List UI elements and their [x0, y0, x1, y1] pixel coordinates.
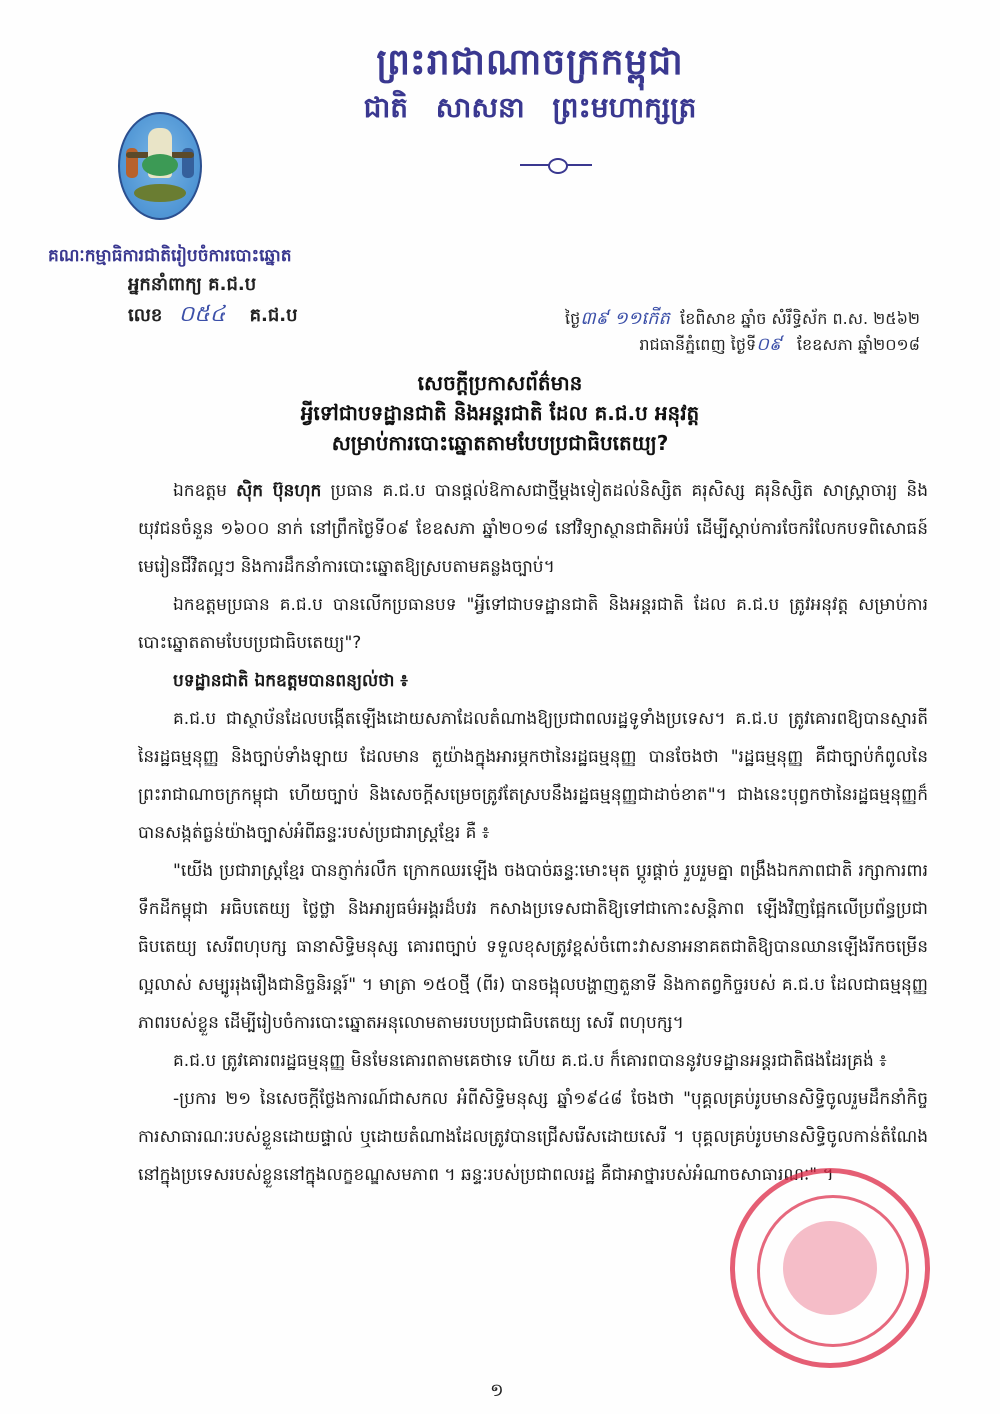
subheading-national-standards: បទដ្ឋានជាតិ ឯកឧត្តមបានពន្យល់ថា ៖ — [173, 671, 408, 691]
organization-name: គណៈកម្មាធិការជាតិរៀបចំការបោះឆ្នោត — [48, 246, 292, 266]
emblem-cloth — [142, 154, 178, 176]
document-body — [138, 472, 928, 1194]
official-red-seal — [730, 1168, 930, 1368]
lunar-date-handwritten: ៣៩ ១១កើត — [580, 308, 670, 329]
seal-emblem — [783, 1221, 877, 1315]
paragraph-1: ឯកឧត្តម ស៊ិក ប៊ុនហុក ប្រធាន គ.ជ.ប បានផ្តល់ឱកាសជាថ្មីម្តងទៀតដល់និស្សិត គរុសិស្ស គរុនិស្សិត សាស្ត្រាចារ្យ និងយុវជនចំនួន ១៦០០ នាក់ នៅព្រឹកថ្ងៃទី០៩ ខែឧសភា ឆ្នាំ២០១៨ នៅវិទ្យាស្ថានជាតិអប់រំ ដើម្បីស្តាប់ការចែករំលែកបទពិសោធន៍ មេរៀនជីវិតល្អៗ និងការដឹកនាំការបោះឆ្នោតឱ្យស្របតាមគន្លងច្បាប់។ — [138, 481, 929, 577]
page-number: ១ — [490, 1380, 504, 1401]
document-title — [150, 368, 850, 458]
solar-date: រាជធានីភ្នំពេញ ថ្ងៃទី០៩ ខែឧសភា ឆ្នាំ២០១៨ — [639, 334, 920, 355]
kingdom-name: ព្រះរាជាណាចក្រកម្ពុជា — [376, 42, 684, 83]
emblem-turtle — [134, 184, 186, 202]
date-block — [490, 306, 920, 358]
office-name: អ្នកនាំពាក្យ គ.ជ.ប — [128, 274, 257, 295]
title-line-2: អ្វីទៅជាបទដ្ឋានជាតិ និងអន្តរជាតិ ដែល គ.ជ.ប អនុវត្ត — [300, 401, 700, 425]
reference-number — [128, 300, 298, 332]
president-name: ស៊ិក ប៊ុនហុក — [236, 481, 322, 501]
nec-emblem-logo — [118, 112, 202, 220]
ref-suffix: គ.ជ.ប — [249, 305, 298, 326]
paragraph-2: ឯកឧត្តមប្រធាន គ.ជ.ប បានលើកប្រធានបទ "អ្វីទៅជាបទដ្ឋានជាតិ និងអន្តរជាតិ ដែល គ.ជ.ប ត្រូវអនុវត្ត សម្រាប់ការបោះឆ្នោតតាមបែបប្រជាធិបតេយ្យ"? — [138, 595, 928, 653]
paragraph-6-article21: -ប្រការ ២១ នៃសេចក្តីថ្លែងការណ៍ជាសកល អំពីសិទ្ធិមនុស្ស ឆ្នាំ១៩៤៨ ចែងថា "បុគ្គលគ្រប់រូបមានសិទ្ធិចូលរួមដឹកនាំកិច្ចការសាធារណៈរបស់ខ្លួនដោយផ្ទាល់ ឬដោយតំណាងដែលត្រូវបានជ្រើសរើសដោយសេរី ។ បុគ្គលគ្រប់រូបមានសិទ្ធិចូលកាន់តំណែងនៅក្នុងប្រទេសរបស់ខ្លួននៅក្នុងលក្ខខណ្ឌសមភាព ។ ឆន្ទៈរបស់ប្រជាពលរដ្ឋ គឺជាអាថ្នារបស់អំណាចសាធារណៈ" ។ — [138, 1089, 928, 1185]
title-line-3: សម្រាប់ការបោះឆ្នោតតាមបែបប្រជាធិបតេយ្យ? — [331, 431, 669, 455]
kingdom-motto — [300, 38, 760, 128]
solar-date-handwritten: ០៩ — [756, 334, 782, 355]
ref-number-handwritten: ០៥៤ — [178, 302, 226, 327]
paragraph-5: គ.ជ.ប ត្រូវគោរពរដ្ឋធម្មនុញ្ញ មិនមែនគោរពតាមគេថាទេ ហើយ គ.ជ.ប ក៏គោរពបាននូវបទដ្ឋានអន្តរជាតិផងដែរគ្រង់ ៖ — [173, 1051, 887, 1071]
lunar-date: ថ្ងៃ៣៩ ១១កើត ខែពិសាខ ឆ្នាំច សំរឹទ្ធិស័ក ព.ស. ២៥៦២ — [565, 308, 920, 329]
national-motto: ជាតិ សាសនា ព្រះមហាក្សត្រ — [363, 91, 697, 124]
ref-label: លេខ — [128, 305, 163, 326]
paragraph-4-quote: "យើង ប្រជារាស្ត្រខ្មែរ បានភ្ញាក់រលឹក ក្រោកឈរឡើង ចងបាច់ឆន្ទៈមោះមុត ប្តូរផ្តាច់ រួបរួមគ្នា ពង្រឹងឯកភាពជាតិ រក្សាការពារទឹកដីកម្ពុជា អធិបតេយ្យ ថ្លៃថ្លា និងអារ្យធម៌អង្គរដ៏បវរ កសាងប្រទេសជាតិឱ្យទៅជាកោះសន្តិភាព ឡើងវិញផ្អែកលើប្រព័ន្ធប្រជាធិបតេយ្យ សេរីពហុបក្ស ធានាសិទ្ធិមនុស្ស គោរពច្បាប់ ទទួលខុសត្រូវខ្ពស់ចំពោះវាសនាអនាគតជាតិឱ្យបានឈានឡើងរីកចម្រើនល្អលាស់ សម្បូររុងរឿងជានិច្ចនិរន្តរ៍" ។ មាត្រា ១៥០ថ្មី (ពីរ) បានចង្អុលបង្ហាញតួនាទី និងកាតព្វកិច្ចរបស់ គ.ជ.ប ដែលជាធម្មនុញ្ញភាពរបស់ខ្លួន ដើម្បីរៀបចំការបោះឆ្នោតអនុលោមតាមរបបប្រជាធិបតេយ្យ សេរី ពហុបក្ស។ — [138, 861, 928, 1033]
title-line-1: សេចក្តីប្រកាសព័ត៌មាន — [417, 371, 583, 395]
paragraph-3: គ.ជ.ប ជាស្ថាប័នដែលបង្កើតឡើងដោយសភាដែលតំណាងឱ្យប្រជាពលរដ្ឋទូទាំងប្រទេស។ គ.ជ.ប ត្រូវគោរពឱ្យបានស្មារតីនៃរដ្ឋធម្មនុញ្ញ និងច្បាប់ទាំងឡាយ ដែលមាន តួយ៉ាងក្នុងអារម្ភកថានៃរដ្ឋធម្មនុញ្ញ បានចែងថា "រដ្ឋធម្មនុញ្ញ គឺជាច្បាប់កំពូលនៃព្រះរាជាណាចក្រកម្ពុជា ហើយច្បាប់ និងសេចក្តីសម្រេចត្រូវតែស្របនឹងរដ្ឋធម្មនុញ្ញជាដាច់ខាត"។ ជាងនេះបុព្វកថានៃរដ្ឋធម្មនុញ្ញក៏បានសង្កត់ធ្ងន់យ៉ាងច្បាស់អំពីឆន្ទៈរបស់ប្រជារាស្ត្រខ្មែរ គឺ ៖ — [138, 709, 928, 843]
divider-ornament-icon — [548, 158, 568, 174]
